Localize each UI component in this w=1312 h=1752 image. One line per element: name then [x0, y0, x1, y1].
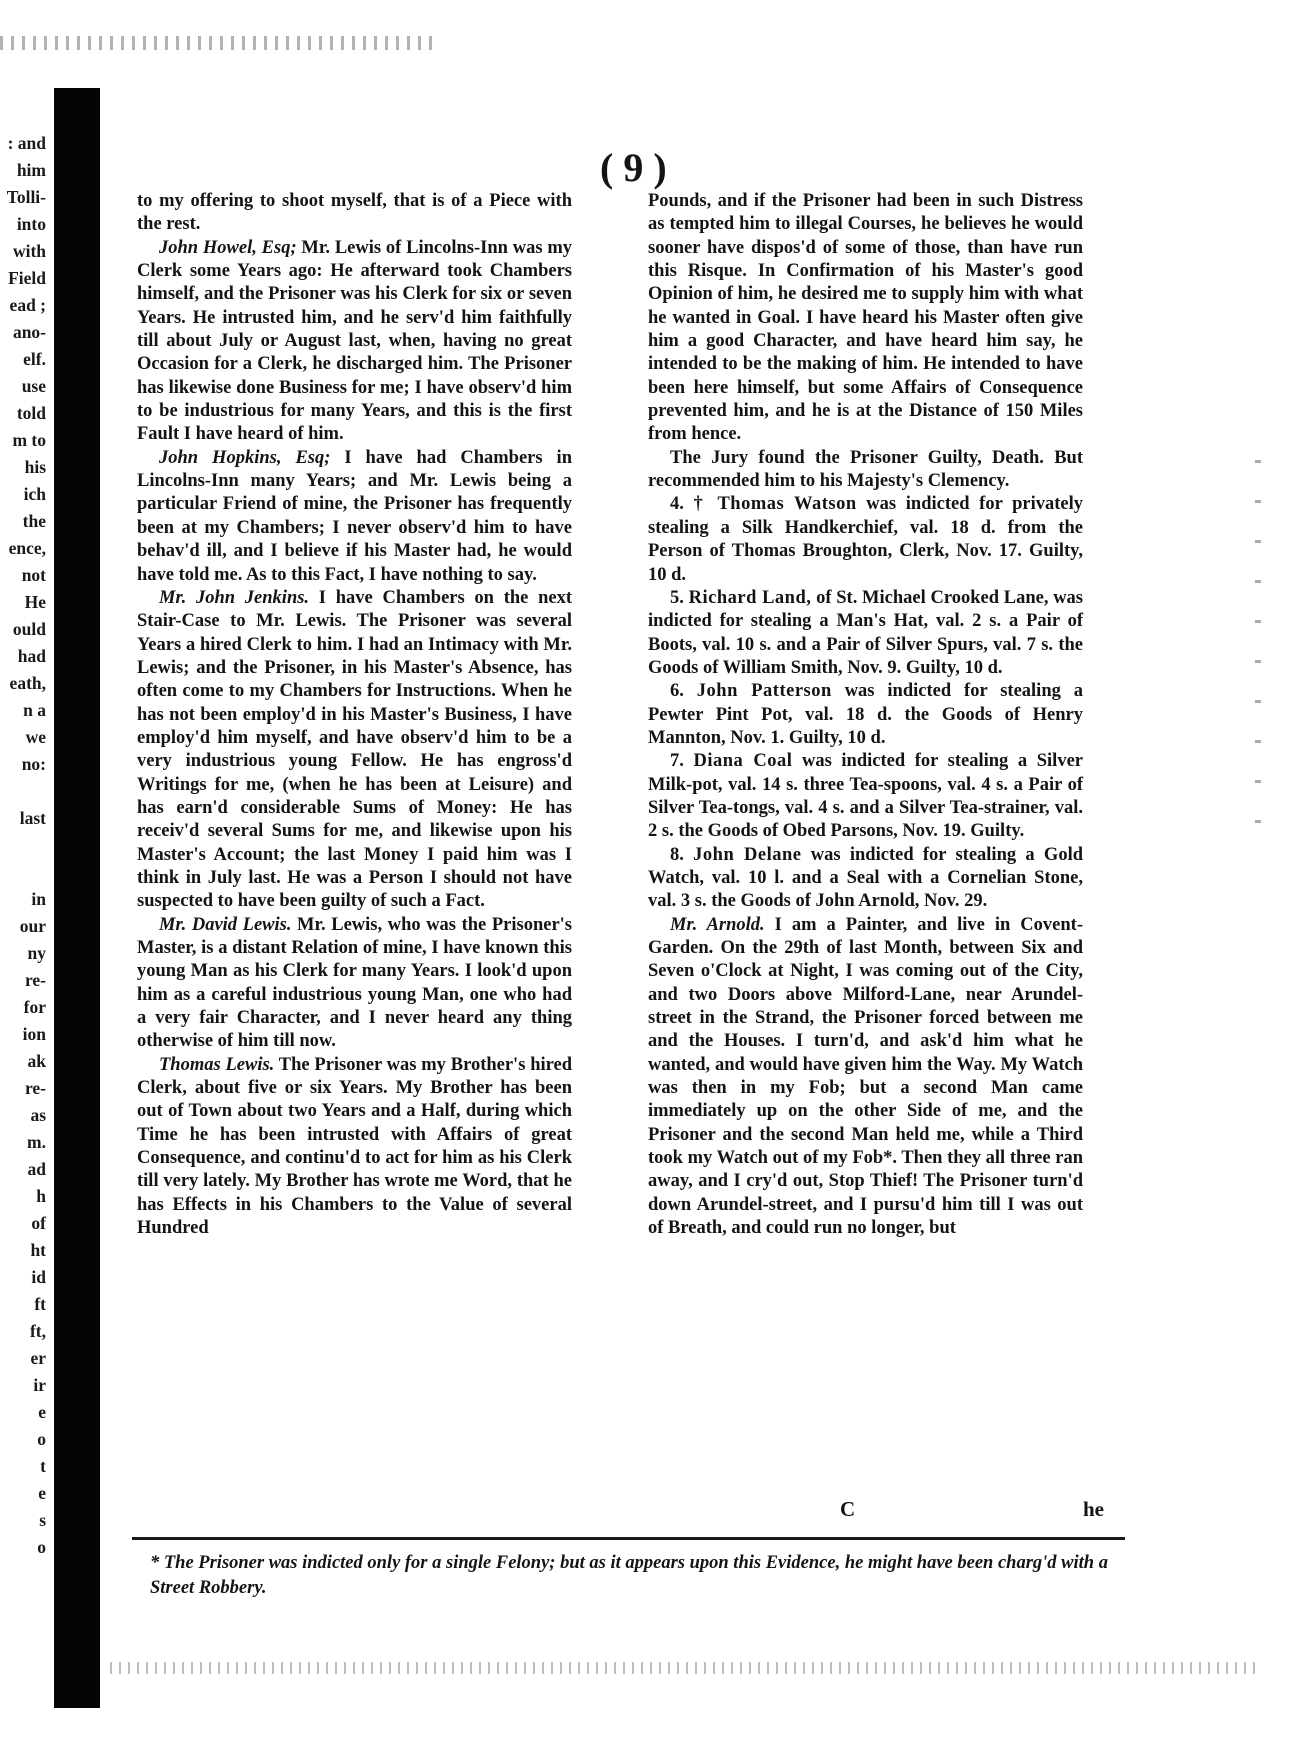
- case-entry: [648, 587, 1083, 680]
- gutter-fragment: o: [37, 1537, 46, 1557]
- gutter-fragment: s: [39, 1510, 46, 1530]
- gutter-fragment: him: [16, 160, 46, 180]
- gutter-fragment: m to: [12, 430, 46, 450]
- gutter-fragment: ad: [27, 1159, 46, 1179]
- gutter-fragment: ence,: [8, 538, 46, 558]
- defendant-name: Thomas Watson: [717, 494, 857, 515]
- testimony-text: I am a Painter, and live in Covent-Garden. On the 29th of last Month, between Six and Seven o'Clock at Night, I was coming out of the City, and two Doors above Milford-Lane, near Arundel-street in the Strand, the Prisoner forced between me and the Houses. I turn'd, and ask'd him what he wanted, and would have given him the Way. My Watch was then in my Fob; but a second Man came immediately up on the other Side of me, and the Prisoner and the second Man held me, while a Third took my Watch out of my Fob*. Then they all three ran away, and I cry'd out, Stop Thief! The Prisoner turn'd down Arundel-street, and I pursu'd him till I was out of Breath, and could run no longer, but: [648, 914, 1083, 1239]
- scan-noise-bottom: [110, 1662, 1260, 1674]
- gutter-fragment: the: [22, 511, 46, 531]
- paragraph: [137, 447, 572, 587]
- paragraph: Pounds, and if the Prisoner had been in such Distress as tempted him to illegal Courses, he believes he would sooner have dispos'd of some of those, than have run this Risque. In Confirmation of his Master's good Opinion of him, he desired me to supply him with what he wanted in Goal. I have heard his Master often give him a good Character, and have heard him say, he intended to be the making of him. He intended to have been here himself, but some Affairs of Consequence prevented him, and he is at the Distance of 150 Miles from hence.: [648, 191, 1083, 445]
- gutter-fragment: o: [37, 1429, 46, 1449]
- gutter-fragment: told: [16, 403, 46, 423]
- testimony-text: Mr. Lewis, who was the Prisoner's Master, is a distant Relation of mine, I have known this young Man as his Clerk for many Years. I look'd upon him as a careful industrious young Man, one who had a very fair Character, and I never heard any thing otherwise of him till now.: [137, 914, 573, 1052]
- defendant-name: John Patterson: [696, 681, 832, 702]
- gutter-fragment: ny: [27, 943, 46, 963]
- gutter-fragment: use: [21, 376, 46, 396]
- speaker-name: Mr. John Jenkins.: [159, 587, 310, 608]
- gutter-fragment: er: [30, 1348, 46, 1368]
- gutter-fragment: ht: [30, 1240, 46, 1260]
- gutter-fragment: his: [24, 457, 46, 477]
- footnote: * The Prisoner was indicted only for a single Felony; but as it appears upon this Evidence, he might have been charg'd with a Street Robbery.: [150, 1553, 1108, 1598]
- case-entry: [648, 493, 1083, 586]
- gutter-fragment: m.: [27, 1132, 46, 1152]
- gutter-fragment: with: [12, 241, 46, 261]
- gutter-fragment: not: [21, 565, 46, 585]
- gutter-fragment: in: [31, 889, 46, 909]
- speaker-name: Mr. Arnold.: [670, 914, 765, 935]
- paragraph: [137, 1054, 572, 1241]
- page-number: ( 9 ): [600, 145, 667, 190]
- case-text: was indicted for stealing a Pewter Pint Pot, val. 18 d. the Goods of Henry Mannton, Nov. 1. Guilty, 10 d.: [648, 681, 1083, 748]
- gutter-fragment: elf.: [23, 349, 46, 369]
- testimony-text: I have had Chambers in Lincolns-Inn many Years; and Mr. Lewis being a particular Friend of mine, the Prisoner has frequently been at my Chambers; I never observ'd him to have behav'd ill, and I believe if his Master had, he would have told me. As to this Fact, I have nothing to say.: [137, 447, 572, 585]
- case-text: of St. Michael Crooked Lane, was indicted for stealing a Man's Hat, val. 2 s. a Pair of Boots, val. 10 s. and a Pair of Silver Spurs, val. 7 s. the Goods of William Smith, Nov. 9. Guilty, 10 d.: [648, 587, 1083, 678]
- case-number: 6.: [670, 681, 697, 702]
- gutter-fragment: Field: [8, 268, 46, 288]
- gutter-fragment: ead ;: [9, 295, 46, 315]
- scan-specks-right: [1255, 460, 1261, 860]
- gutter-fragment: Tolli-: [6, 187, 46, 207]
- gutter-fragment: ir: [33, 1375, 46, 1395]
- gutter-fragment: [0, 859, 46, 886]
- gutter-fragment: t: [40, 1456, 46, 1476]
- gutter-fragment: we: [25, 727, 46, 747]
- paragraph: [137, 914, 572, 1054]
- paragraph: [137, 237, 572, 447]
- speaker-name: John Howel, Esq;: [159, 237, 297, 258]
- signature-mark: C: [840, 1497, 856, 1521]
- case-entry: [648, 750, 1083, 843]
- paragraph: [648, 914, 1083, 1241]
- defendant-name: Diana Coal: [693, 751, 793, 772]
- gutter-fragment: [0, 832, 46, 859]
- right-column: [648, 190, 1083, 1495]
- binding-shadow: [54, 88, 100, 1708]
- gutter-fragment: as: [30, 1105, 46, 1125]
- gutter-fragment: into: [16, 214, 46, 234]
- case-number: 5.: [670, 587, 689, 608]
- gutter-fragment: of: [31, 1213, 46, 1233]
- gutter-fragment: re-: [24, 1078, 46, 1098]
- gutter-fragment: our: [19, 916, 46, 936]
- gutter-fragment: : and: [7, 133, 46, 153]
- paragraph: to my offering to shoot myself, that is of a Piece with the rest.: [137, 191, 572, 235]
- gutter-fragment: for: [23, 997, 46, 1017]
- footnote-rule: [132, 1537, 1125, 1540]
- gutter-fragment: ak: [27, 1051, 46, 1071]
- gutter-fragment: h: [36, 1186, 46, 1206]
- speaker-name: Mr. David Lewis.: [159, 914, 292, 935]
- left-column: [137, 190, 572, 1495]
- case-text: was indicted for stealing a Gold Watch, val. 10 l. and a Seal with a Cornelian Stone, val. 3 s. the Goods of John Arnold, Nov. 29.: [648, 844, 1083, 912]
- facing-page-gutter: [0, 130, 46, 1557]
- case-text: was indicted for privately stealing a Silk Handkerchief, val. 18 d. from the Person of Thomas Broughton, Clerk, Nov. 17. Guilty, 10 d.: [648, 494, 1083, 585]
- catchword: he: [1083, 1497, 1104, 1521]
- scan-noise-top: [0, 36, 440, 50]
- gutter-fragment: ould: [12, 619, 46, 639]
- paragraph: [137, 587, 572, 914]
- testimony-text: Mr. Lewis of Lincolns-Inn was my Clerk some Years ago: He afterward took Chambers himself, and the Prisoner was his Clerk for six or seven Years. He intrusted him, and he serv'd him faithfully till about July or August last, when, having no great Occasion for a Clerk, he discharged him. The Prisoner has likewise done Business for me; I have observ'd him to be industrious for many Years, and this is the first Fault I have heard of him.: [137, 237, 572, 445]
- gutter-fragment: ion: [22, 1024, 46, 1044]
- verdict: The Jury found the Prisoner Guilty, Death. But recommended him to his Majesty's Clemency.: [648, 447, 1083, 492]
- gutter-fragment: no:: [21, 754, 46, 774]
- gutter-fragment: e: [38, 1402, 46, 1422]
- gutter-fragment: eath,: [9, 673, 46, 693]
- case-number: 4. †: [670, 494, 718, 515]
- gutter-fragment: ft,: [29, 1321, 46, 1341]
- case-text: was indicted for stealing a Silver Milk-pot, val. 14 s. three Tea-spoons, val. 4 s. a Pair of Silver Tea-tongs, val. 4 s. and a Silver Tea-strainer, val. 2 s. the Goods of Obed Parsons, Nov. 19. Guilty.: [648, 751, 1083, 842]
- gutter-fragment: last: [19, 808, 46, 828]
- case-number: 8.: [670, 844, 694, 865]
- gutter-fragment: e: [38, 1483, 46, 1503]
- gutter-fragment: [0, 778, 46, 805]
- gutter-fragment: He: [24, 592, 46, 612]
- case-number: 7.: [670, 751, 694, 772]
- gutter-fragment: n a: [23, 700, 46, 720]
- testimony-text: The Prisoner was my Brother's hired Clerk, about five or six Years. My Brother has been out of Town about two Years and a Half, during which Time he has been intrusted with Affairs of great Consequence, and continu'd to act for him as his Clerk till very lately. My Brother has wrote me Word, that he has Effects in his Chambers to the Value of several Hundred: [137, 1054, 573, 1239]
- gutter-fragment: id: [31, 1267, 46, 1287]
- case-entry: [648, 680, 1083, 750]
- speaker-name: Thomas Lewis.: [159, 1054, 275, 1075]
- case-entry: [648, 844, 1083, 914]
- speaker-name: John Hopkins, Esq;: [159, 447, 331, 468]
- gutter-fragment: ano-: [12, 322, 46, 342]
- gutter-fragment: re-: [24, 970, 46, 990]
- defendant-name: John Delane: [693, 844, 802, 865]
- gutter-fragment: ich: [23, 484, 46, 504]
- defendant-name: Richard Land,: [688, 587, 812, 608]
- testimony-text: I have Chambers on the next Stair-Case to Mr. Lewis. The Prisoner was several Years a hired Clerk to him. I had an Intimacy with Mr. Lewis; and the Prisoner, in his Master's Absence, has often come to my Chambers for Instructions. When he has not been employ'd in his Master's Business, I have employ'd him myself, and have observ'd him to be a very industrious young Fellow. He has engross'd Writings for me, (when he has been at Leisure) and has earn'd considerable Sums of Money: He has receiv'd several Sums for me, and likewise upon his Master's Account; the last Money I paid him was I think in July last. He was a Person I should not have suspected to have been guilty of such a Fact.: [137, 587, 572, 912]
- gutter-fragment: had: [17, 646, 46, 666]
- gutter-fragment: ft: [34, 1294, 46, 1314]
